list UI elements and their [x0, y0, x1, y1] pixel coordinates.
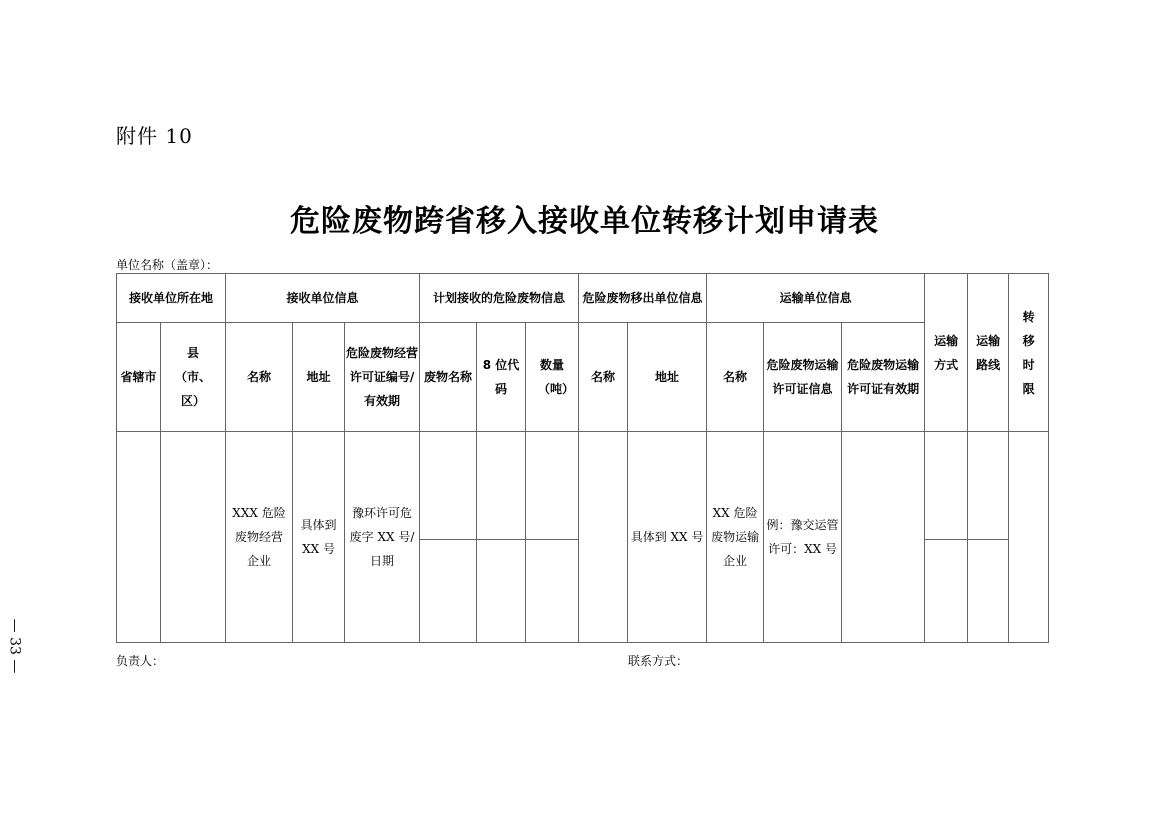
cell-source-name	[579, 432, 628, 643]
cell-receiver-license: 豫环许可危废字 XX 号/日期	[345, 432, 420, 643]
cell-transport-license: 例：豫交运管许可：XX 号	[764, 432, 842, 643]
cell-transfer-period	[1009, 432, 1049, 643]
header-transfer-period: 转移时限	[1009, 274, 1049, 432]
cell-waste-name	[420, 540, 477, 643]
cell-transport-route	[968, 540, 1009, 643]
subheader-province-city: 省辖市	[117, 323, 161, 432]
header-transport-route: 运输路线	[968, 274, 1009, 432]
cell-transport-license-validity	[842, 432, 925, 643]
header-location: 接收单位所在地	[117, 274, 226, 323]
subheader-transport-name: 名称	[707, 323, 764, 432]
cell-quantity	[526, 540, 579, 643]
page-number	[1, 600, 27, 692]
cell-transport-route	[968, 432, 1009, 540]
responsible-person-label: 负责人：	[116, 654, 165, 668]
page-title: 危险废物跨省移入接收单位转移计划申请表	[290, 204, 879, 239]
cell-county	[161, 432, 226, 643]
cell-transport-mode	[925, 432, 968, 540]
header-source-unit: 危险废物移出单位信息	[579, 274, 707, 323]
attachment-label: 附件 10	[116, 124, 193, 148]
subheader-waste-name: 废物名称	[420, 323, 477, 432]
subheader-source-address: 地址	[628, 323, 707, 432]
cell-source-address: 具体到 XX 号	[628, 432, 707, 643]
page-number-text: — 33 —	[6, 618, 22, 674]
transfer-plan-table	[116, 273, 1049, 643]
header-transport-mode: 运输方式	[925, 274, 968, 432]
cell-waste-code	[477, 540, 526, 643]
cell-province-city	[117, 432, 161, 643]
subheader-receiver-address: 地址	[293, 323, 345, 432]
cell-receiver-address: 具体到 XX 号	[293, 432, 345, 643]
subheader-source-name: 名称	[579, 323, 628, 432]
cell-waste-name	[420, 432, 477, 540]
subheader-receiver-license: 危险废物经营许可证编号/有效期	[345, 323, 420, 432]
cell-receiver-name: XXX 危险废物经营企业	[226, 432, 293, 643]
cell-waste-code	[477, 432, 526, 540]
contact-label: 联系方式：	[628, 654, 689, 668]
cell-transport-name: XX 危险废物运输企业	[707, 432, 764, 643]
cell-transport-mode	[925, 540, 968, 643]
subheader-receiver-name: 名称	[226, 323, 293, 432]
cell-quantity	[526, 432, 579, 540]
subheader-transport-license-validity: 危险废物运输许可证有效期	[842, 323, 925, 432]
header-receiver-info: 接收单位信息	[226, 274, 420, 323]
subheader-transport-license: 危险废物运输许可证信息	[764, 323, 842, 432]
subheader-waste-code: 8 位代码	[477, 323, 526, 432]
subheader-county: 县（市、区）	[161, 323, 226, 432]
header-planned-waste: 计划接收的危险废物信息	[420, 274, 579, 323]
unit-name-label: 单位名称（盖章）：	[116, 258, 219, 272]
subheader-quantity: 数量（吨）	[526, 323, 579, 432]
header-transport-unit: 运输单位信息	[707, 274, 925, 323]
